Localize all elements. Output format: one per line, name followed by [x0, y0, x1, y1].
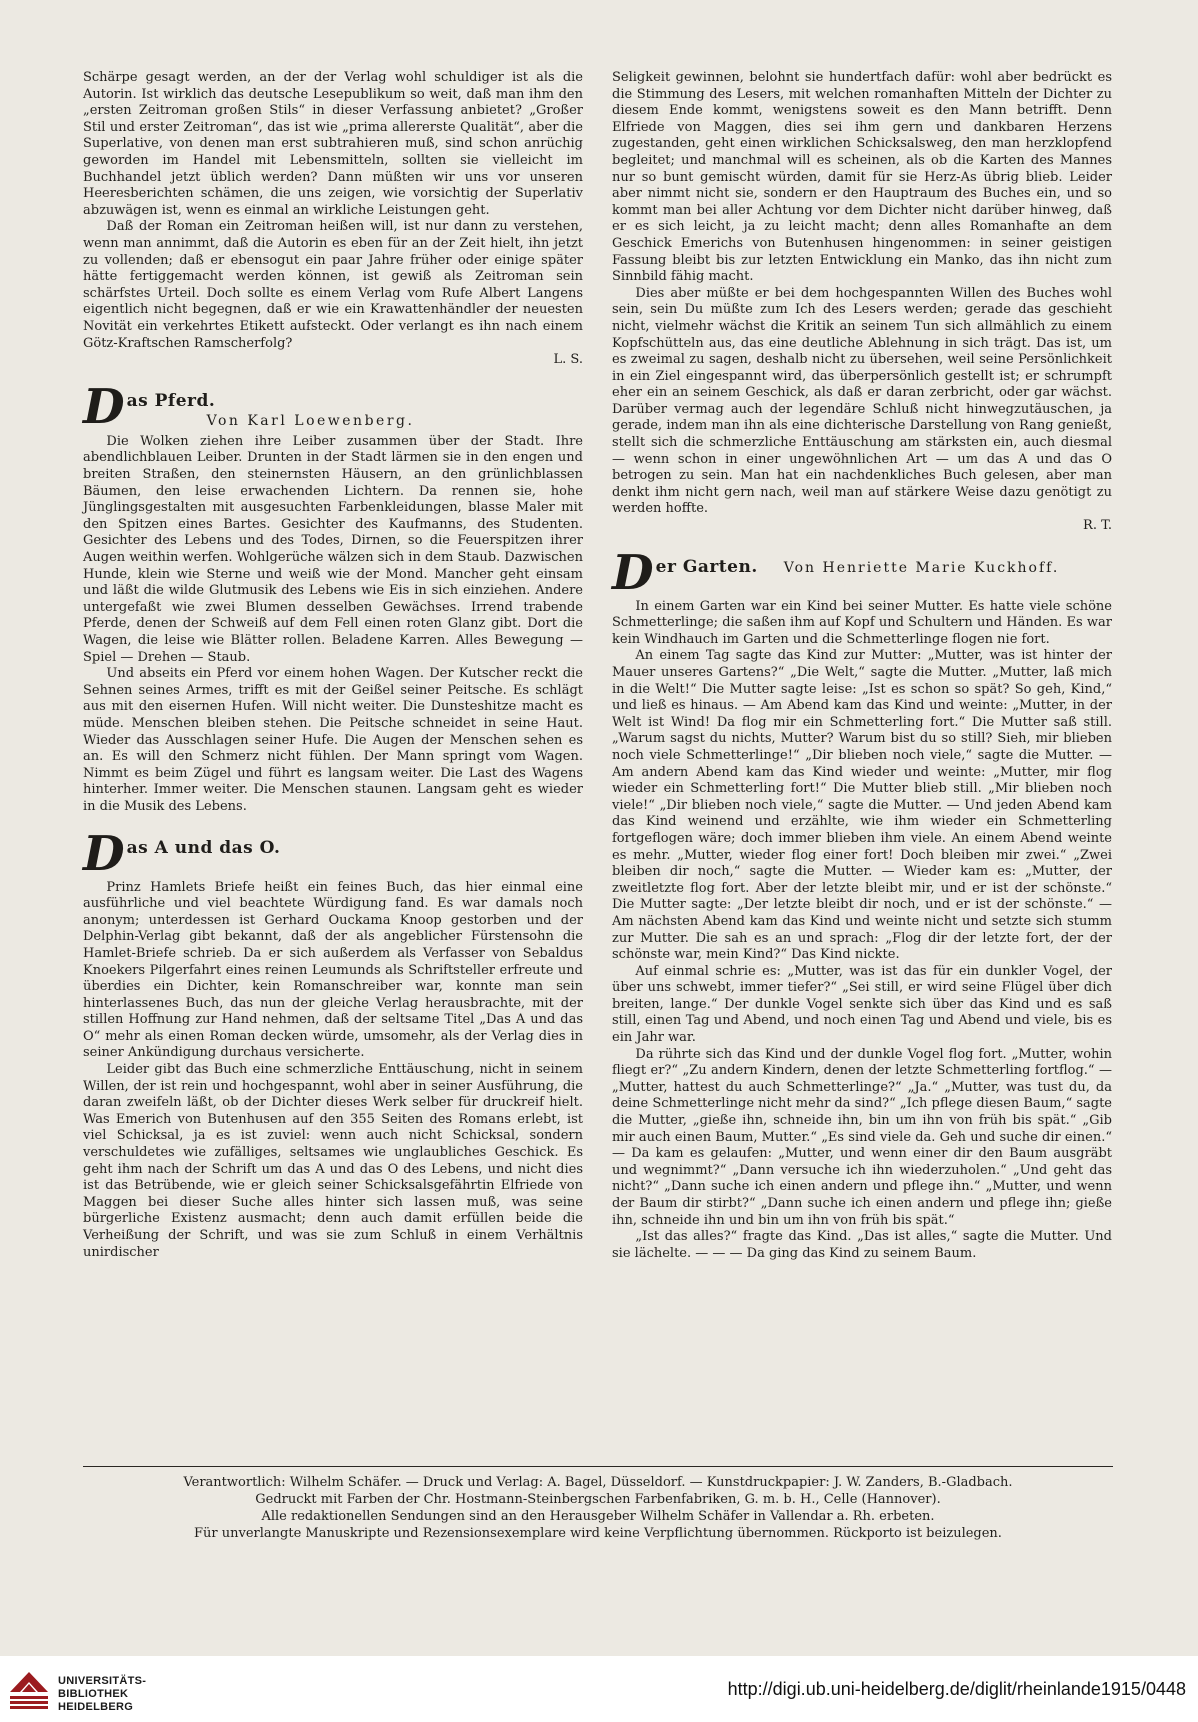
article-paragraph: Prinz Hamlets Briefe heißt ein feines Buch, das hier einmal eine ausführliche und viel beachtete Würdigung fand. Es war damals noch anonym; unterdessen ist Gerhard Ouckama Knoop gestorben und der Delphin-Verlag gibt bekannt, daß der als angeblicher Fürstensohn die Hamlet-Briefe schrieb. Da er sich außerdem als Verfasser von Sebaldus Knoekers Pilgerfahrt eines reinen Leumunds als Schriftsteller erfreute und überdies ein Dichter, kein Romanschreiber war, konnte man sein hinterlassenes Buch, das nun der gleiche Verlag herausbrachte, mit der stillen Hoffnung zur Hand nehmen, daß der seltsame Titel „Das A und das O“ mehr als einen Roman decken würde, umsomehr, als der Verlag dies in seiner Ankündigung durchaus versicherte. [83, 879, 583, 1061]
imprint-footer [83, 1474, 1113, 1542]
source-url-link[interactable]: http://digi.ub.uni-heidelberg.de/diglit/rheinlande1915/0448 [727, 1679, 1186, 1699]
drop-cap: D [83, 825, 125, 882]
article-paragraph: „Ist das alles?“ fragte das Kind. „Das ist alles,“ sagte die Mutter. Und sie lächelte. — — — Da ging das Kind zu seinem Baum. [612, 1229, 1112, 1261]
digitization-bar [0, 1656, 1198, 1722]
imprint-line: Für unverlangte Manuskripte und Rezensionsexemplare wird keine Verpflichtung übernommen. Rückporto ist beizulegen. [194, 1526, 1002, 1541]
imprint-line: Alle redaktionellen Sendungen sind an den Herausgeber Wilhelm Schäfer in Vallendar a. Rh. erbeten. [261, 1509, 935, 1524]
article-title: as A und das O. [126, 837, 281, 858]
imprint-line: Gedruckt mit Farben der Chr. Hostmann-Steinbergschen Farbenfabriken, G. m. b. H., Celle (Hannover). [255, 1492, 941, 1507]
article-heading [83, 378, 583, 435]
review-signature: L. S. [553, 352, 583, 368]
article-paragraph: Auf einmal schrie es: „Mutter, was ist das für ein dunkler Vogel, der über uns schwebt, immer tiefer?“ „Sei still, er wird seine Flügel über dich breiten, lange.“ Der dunkle Vogel senkte sich über das Kind und es saß still, einen Tag und Abend, und noch einen Tag und Abend und viele, bis es ein Jahr war. [612, 963, 1112, 1046]
article-title: as Pferd. [126, 390, 216, 411]
review-paragraph: Seligkeit gewinnen, belohnt sie hundertfach dafür: wohl aber bedrückt es die Stimmung des Lesers, mit welchen romanhaften Mitteln der Dichter zu diesem Ende kommt, wenigstens soweit es den Mann betrifft. Denn Elfriede von Maggen, dies sei ihm gern und dankbaren Herzens zugestanden, geht einen wirklichen Schicksalsweg, den man herzklopfend begleitet; und manchmal will es scheinen, als ob die Karten des Mannes nur so bunt gemischt würden, damit für sie Herz-As übrig blieb. Leider aber nimmt nicht sie, sondern er den Hauptraum des Buches ein, und so kommt man bei aller Achtung vor dem Dichter nicht darüber hinweg, daß er es sich leicht, ja zu leicht macht; denn alles Romanhafte an dem Geschick Emerichs von Butenhusen hingenommen: in seiner geistigen Fassung bleibt bis zur letzten Entwicklung ein Manko, das ihn nicht zum Sinnbild fähig macht. [612, 70, 1112, 285]
article-paragraph: An einem Tag sagte das Kind zur Mutter: „Mutter, was ist hinter der Mauer unseres Gartens?“ „Die Welt,“ sagte die Mutter. „Mutter, laß mich in die Welt!“ Die Mutter sagte leise: „Ist es schon so spät? So geh, Kind,“ und ließ es hinaus. — Am Abend kam das Kind und weinte: „Mutter, in der Welt ist Wind! Da flog mir ein Schmetterling fort.“ Die Mutter saß still. „Warum sagst du nichts, Mutter? Warum bist du so still? Sieh, mir blieben noch viele Schmetterlinge!“ „Dir blieben noch viele,“ sagte die Mutter. — Am andern Abend kam das Kind wieder und weinte: „Mutter, mir flog wieder ein Schmetterling fort!“ Die Mutter blieb still. „Mir blieben noch viele!“ „Dir blieben noch viele,“ sagte die Mutter. — Und jeden Abend kam das Kind weinend und erzählte, wie ihm wieder ein Schmetterling fortgeflogen wäre; doch immer blieben ihm viele. An einem Abend weinte es mehr. „Mutter, wieder flog einer fort! Doch bleiben mir zwei.“ „Zwei bleiben dir noch,“ sagte die Mutter. — Wieder kam es: „Mutter, der zweitletzte flog fort. Aber der letzte bleibt mir, und er ist der schönste.“ Die Mutter sagte: „Der letzte bleibt dir noch, und er ist der schönste.“ — Am nächsten Abend kam das Kind und weinte nicht und setzte sich stumm zur Mutter. Die sah es an und sprach: „Flog dir der letzte fort, der der schönste war, mein Kind?“ Das Kind nickte. [612, 648, 1112, 963]
article-der-garten [612, 544, 1113, 1263]
footer-divider [83, 1466, 1113, 1467]
review-paragraph: Schärpe gesagt werden, an der der Verlag wohl schuldiger ist als die Autorin. Ist wirklich das deutsche Lesepublikum so weit, daß man ihm den „ersten Zeitroman großen Stils“ in dieser Verfassung anbietet? „Großer Stil und erster Zeitroman“, das ist wie „prima allererste Qualität“, aber die Superlative, von denen man erst subtrahieren muß, sind schon anrüchig geworden im Handel mit Lebensmitteln, sollten sie vielleicht im Buchhandel jetzt üblich werden? Dann müßten wir uns vor unseren Heeresberichten schämen, die uns zeigen, wie vorsichtig der Superlativ abzuwägen ist, wenn es einmal an wirkliche Leistungen geht. [83, 70, 583, 218]
article-das-a-und-das-o [83, 825, 583, 1262]
drop-cap: D [83, 378, 125, 435]
article-title: er Garten. [655, 556, 758, 577]
article-paragraph: Da rührte sich das Kind und der dunkle Vogel flog fort. „Mutter, wohin fliegt er?“ „Zu andern Kindern, denen der letzte Schmetterling fortflog.“ — „Mutter, hattest du auch Schmetterlinge?“ „Ja.“ „Mutter, was tust du, da deine Schmetterlinge nicht mehr da sind?“ „Ich pflege diesen Baum,“ sagte die Mutter, „gieße ihn, schneide ihn, bin um ihn von früh bis spät.“ „Gib mir auch einen Baum, Mutter.“ „Es sind viele da. Geh und suche dir einen.“ — Da kam es gelaufen: „Mutter, und wenn einer dir den Baum ausgräbt und wegnimmt?“ „Dann versuche ich ihn wiederzuholen.“ „Und geht das nicht?“ „Dann suche ich einen andern und pflege ihn.“ „Mutter, und wenn der Baum dir stirbt?“ „Dann suche ich einen andern und pflege ihn; gieße ihn, schneide ihn und bin um ihn von früh bis spät.“ [612, 1046, 1113, 1228]
library-name: UNIVERSITÄTS- BIBLIOTHEK HEIDELBERG [58, 1675, 147, 1713]
article-heading [83, 825, 583, 882]
review-paragraph: Daß der Roman ein Zeitroman heißen will, ist nur dann zu verstehen, wenn man annimmt, daß die Autorin es eben für an der Zeit hielt, ihn jetzt zu vollenden; daß er ebensogut ein paar Jahre früher oder einige später hätte fertiggemacht werden können, ist gewiß als Zeitroman sein schärfstes Urteil. Doch sollte es einem Verlag vom Rufe Albert Langens eigentlich nicht begegnen, daß er wie ein Krawattenhändler der neuesten Novität ein verkehrtes Etikett aufsteckt. Oder verlangt es ihn nach einem Götz-Kraftschen Ramscherfolg? [83, 219, 583, 351]
review-paragraph: Dies aber müßte er bei dem hochgespannten Willen des Buches wohl sein, sein Du müßte zum Ich des Lesers werden; gerade das geschieht nicht, vielmehr wächst die Kritik an seinem Tun sich allmählich zu einem Kopfschütteln aus, das eine deutliche Ablehnung in sich trägt. Das ist, um es zweimal zu sagen, deshalb nicht zu übersehen, weil seine Persönlichkeit in ein Ziel eingespannt wird, das überpersönlich gestellt ist; er schrumpft eher ein an seinem Geschick, als daß er daran zerbricht, oder gar wächst. Darüber vermag auch der legendäre Schluß nicht hinwegzutäuschen, ja gerade, indem man ihn als eine dichterische Darstellung von Rang genießt, stellt sich die schmerzliche Enttäuschung am stärksten ein, auch diesmal — wenn schon in einer ungewöhnlichen Art — um das A und das O betrogen zu sein. Man hat ein nachdenkliches Buch gelesen, aber man denkt ihm nicht gern nach, weil man auf stärkere Weise dazu genötigt zu werden hoffte. [612, 285, 1112, 517]
article-author: Von Karl Loewenberg. [206, 413, 415, 430]
article-paragraph: Die Wolken ziehen ihre Leiber zusammen über der Stadt. Ihre abendlichblauen Leiber. Drunten in der Stadt lärmen sie in den engen und breiten Straßen, den steinernsten Häusern, an den grünlichblassen Bäumen, den leise erwachenden Lichtern. Da rennen sie, hohe Jünglingsgestalten mit ausgesuchten Farbenkleidungen, blasse Maler mit den Spitzen eines Bartes. Gesichter des Kaufmanns, des Studenten. Gesichter des Lebens und des Todes, Dirnen, so die Feuerspitzen ihrer Augen weithin werfen. Wohlgerüche wälzen sich in dem Staub. Dazwischen Hunde, klein wie Sterne und weiß wie der Mond. Mancher geht einsam und läßt die wilde Glutmusik des Lebens wie Eis in sich einziehen. Andere untergefaßt wie zwei Blumen desselben Gewächses. Irrend trabende Pferde, denen der Schweiß auf dem Fell einen roten Glanz gibt. Dort die Wagen, die leise wie Blätter rollen. Beladene Karren. Alles Bewegung — Spiel — Drehen — Staub. [83, 433, 583, 665]
left-column [83, 70, 583, 1261]
article-heading [612, 544, 1112, 601]
university-logo-icon [8, 1670, 50, 1712]
article-das-pferd [83, 378, 583, 816]
article-paragraph: In einem Garten war ein Kind bei seiner Mutter. Es hatte viele schöne Schmetterlinge; die saßen ihm auf Kopf und Schultern und Händen. Es war kein Windhauch im Garten und die Schmetterlinge flogen nie fort. [612, 598, 1112, 647]
review-signature: R. T. [1083, 518, 1112, 534]
drop-cap: D [612, 544, 654, 601]
article-author: Von Henriette Marie Kuckhoff. [783, 559, 1060, 576]
imprint-line: Verantwortlich: Wilhelm Schäfer. — Druck und Verlag: A. Bagel, Düsseldorf. — Kunstdruckpapier: J. W. Zanders, B.-Gladbach. [183, 1475, 1013, 1490]
article-paragraph: Und abseits ein Pferd vor einem hohen Wagen. Der Kutscher reckt die Sehnen seines Armes, trifft es mit der Geißel seiner Peitsche. Es schlägt aus mit den eisernen Hufen. Will nicht weiter. Die Dunsteshitze macht es müde. Menschen bleiben stehen. Die Peitsche schneidet in seine Haut. Wieder das Ausschlagen seiner Hufe. Die Augen der Menschen sehen es an. Es will den Schmerz nicht fühlen. Der Mann springt vom Wagen. Nimmt es beim Zügel und führt es langsam weiter. Die Last des Wagens hinterher. Immer weiter. Die Menschen staunen. Langsam geht es wieder in die Musik des Lebens. [83, 666, 583, 814]
article-paragraph: Leider gibt das Buch eine schmerzliche Enttäuschung, nicht in seinem Willen, der ist rein und hochgespannt, wohl aber in seiner Ausführung, die daran zweifeln läßt, ob der Dichter dieses Werk selber für druckreif hielt. Was Emerich von Butenhusen auf den 355 Seiten des Romans erlebt, ist viel Schicksal, ja es ist zuviel: wenn auch nicht Schicksal, sondern verschuldetes wie zufälliges, seltsames wie unglaubliches Geschick. Es geht ihm nach der Schrift um das A und das O des Lebens, und nicht dies ist das Betrübende, wie er gleich seiner Schicksalsgefährtin Elfriede von Maggen bei dieser Suche alles hinter sich lassen muß, was seine bürgerliche Existenz ausmacht; denn auch damit erfüllen beide die Verheißung der Schrift, und was sie zum Schluß in einem Verhältnis unirdischer [83, 1062, 583, 1260]
right-column [612, 70, 1112, 1262]
